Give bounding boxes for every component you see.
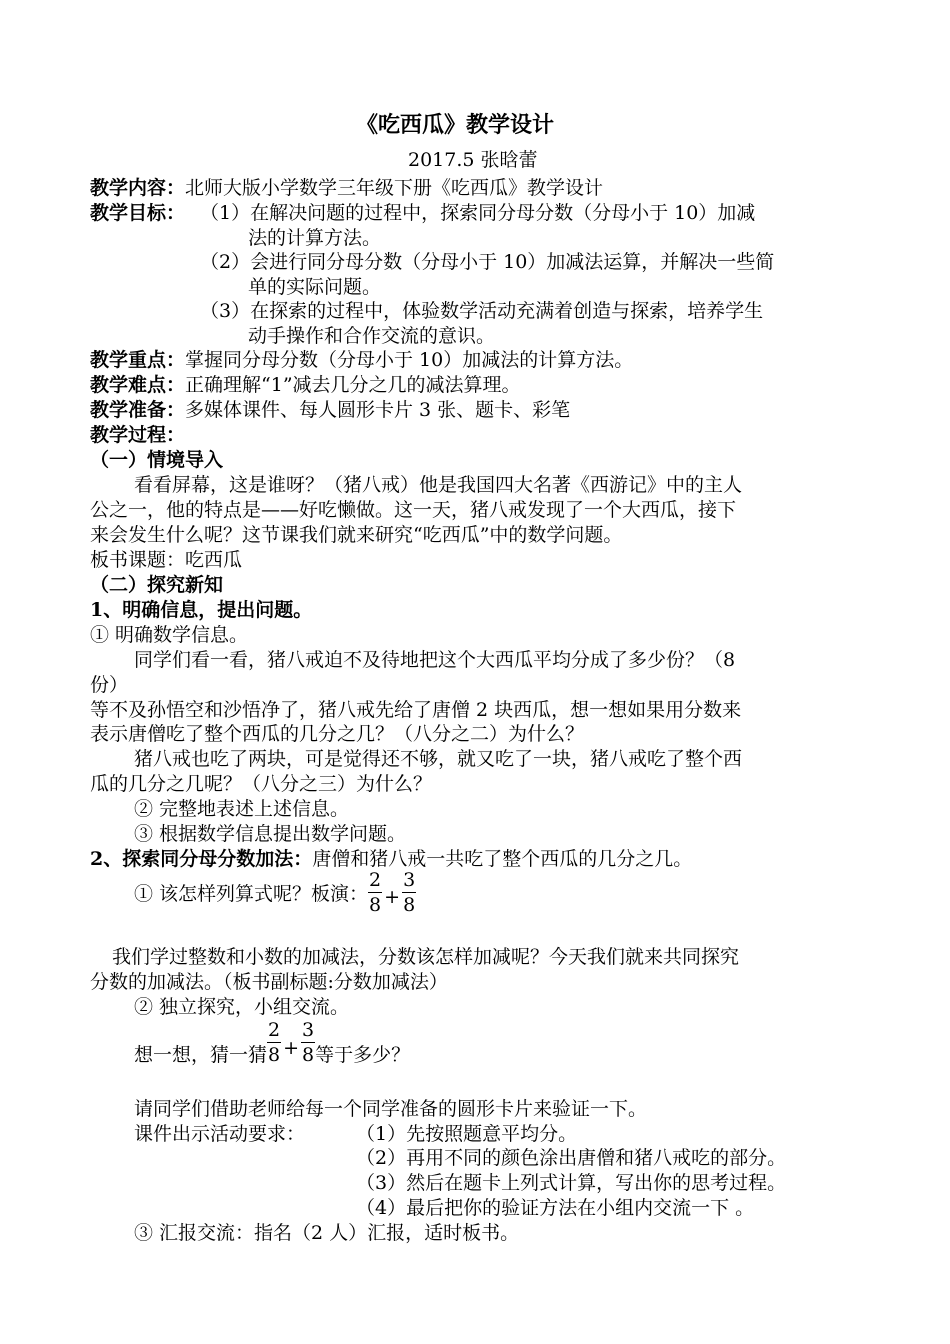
- objectives-label: 教学目标：: [90, 202, 186, 224]
- equation-row-1: [134, 868, 416, 917]
- plus-sign: +: [384, 885, 401, 908]
- question-1: ① 该怎样列算式呢？板演：: [134, 883, 369, 905]
- section2-step3: ③ 根据数学信息提出数学问题。: [134, 823, 407, 845]
- objective-2-line2: 单的实际问题。: [248, 276, 382, 298]
- content-text: 北师大版小学数学三年级下册《吃西瓜》教学设计: [185, 177, 604, 199]
- section1-heading: （一）情境导入: [90, 449, 224, 471]
- key-point-label: 教学重点：: [90, 349, 186, 371]
- document-title: 《吃西瓜》教学设计: [356, 112, 555, 138]
- think-pre: 想一想，猜一猜: [134, 1044, 268, 1066]
- fraction-denominator: 8: [403, 894, 416, 916]
- requirements-label: 课件出示活动要求：: [134, 1123, 306, 1145]
- section2-p2-line1: 等不及孙悟空和沙悟净了，猪八戒先给了唐僧 2 块西瓜，想一想如果用分数来: [90, 699, 742, 721]
- objective-3-line2: 动手操作和合作交流的意识。: [248, 325, 496, 347]
- requirement-1: （1）先按照题意平均分。: [356, 1123, 578, 1145]
- difficulty-row: [90, 373, 521, 398]
- section2-step1: ① 明确数学信息。: [90, 624, 249, 646]
- section1-para-line2: 公之一，他的特点是——好吃懒做。这一天，猪八戒发现了一个大西瓜，接下: [90, 499, 737, 521]
- requirement-2: （2）再用不同的颜色涂出唐僧和猪八戒吃的部分。: [356, 1147, 787, 1169]
- fraction-2-8: [267, 1018, 281, 1067]
- section2-p1-line2: 份）: [90, 674, 129, 696]
- section2-sub1: 1、明确信息，提出问题。: [90, 599, 313, 621]
- section2-heading: （二）探究新知: [90, 574, 224, 596]
- preparation-label: 教学准备：: [90, 399, 186, 421]
- byline: 2017.5 张晗蕾: [408, 149, 538, 171]
- section2-step2: ② 完整地表述上述信息。: [134, 798, 350, 820]
- section1-board: 板书课题：吃西瓜: [90, 549, 243, 571]
- difficulty-text: 正确理解“1”减去几分之几的减法算理。: [185, 374, 521, 396]
- objective-2-line1: （2）会进行同分母分数（分母小于 10）加减法运算，并解决一些简: [200, 251, 775, 273]
- process-label: 教学过程：: [90, 424, 186, 446]
- fraction-numerator: 3: [403, 869, 416, 891]
- preparation-text: 多媒体课件、每人圆形卡片 3 张、题卡、彩笔: [185, 399, 571, 421]
- section2-p4-line1: 我们学过整数和小数的加减法，分数该怎样加减呢？今天我们就来共同探究: [112, 946, 740, 968]
- think-post: 等于多少？: [315, 1044, 411, 1066]
- content-label: 教学内容：: [90, 177, 186, 199]
- requirement-3: （3）然后在题卡上列式计算，写出你的思考过程。: [356, 1172, 787, 1194]
- fraction-denominator: 8: [302, 1044, 315, 1066]
- key-point-row: [90, 348, 633, 373]
- section2-sub2-label: 2、探索同分母分数加法：: [90, 848, 313, 870]
- section2-p1-line1: 同学们看一看，猪八戒迫不及待地把这个大西瓜平均分成了多少份？（8: [134, 649, 736, 671]
- preparation-row: [90, 398, 570, 423]
- key-point-text: 掌握同分母分数（分母小于 10）加减法的计算方法。: [185, 349, 634, 371]
- fraction-numerator: 2: [268, 1019, 281, 1041]
- plus-sign: +: [283, 1036, 300, 1059]
- objective-3-line1: （3）在探索的过程中，体验数学活动充满着创造与探索，培养学生: [200, 300, 764, 322]
- question-2: ② 独立探究，小组交流。: [134, 996, 350, 1018]
- section2-p5: 请同学们借助老师给每一个同学准备的圆形卡片来验证一下。: [134, 1098, 648, 1120]
- section2-p2-line2: 表示唐僧吃了整个西瓜的几分之几？（八分之二）为什么？: [90, 723, 585, 745]
- objective-1-line1: （1）在解决问题的过程中，探索同分母分数（分母小于 10）加减: [200, 202, 756, 224]
- equation-row-2: [134, 1018, 410, 1067]
- fraction-numerator: 2: [369, 869, 382, 891]
- fraction-numerator: 3: [302, 1019, 315, 1041]
- difficulty-label: 教学难点：: [90, 374, 186, 396]
- question-3: ③ 汇报交流：指名（2 人）汇报，适时板书。: [134, 1222, 520, 1244]
- content-row: [90, 176, 603, 201]
- section2-sub2-text: 唐僧和猪八戒一共吃了整个西瓜的几分之几。: [312, 848, 693, 870]
- section2-p3-line1: 猪八戒也吃了两块，可是觉得还不够，就又吃了一块，猪八戒吃了整个西: [134, 748, 743, 770]
- section1-para-line3: 来会发生什么呢？这节课我们就来研究“吃西瓜”中的数学问题。: [90, 524, 623, 546]
- objective-1-line2: 法的计算方法。: [248, 227, 382, 249]
- fraction-3-8: [402, 868, 416, 917]
- section1-para-line1: 看看屏幕，这是谁呀？（猪八戒）他是我国四大名著《西游记》中的主人: [134, 474, 743, 496]
- requirement-4: （4）最后把你的验证方法在小组内交流一下 。: [356, 1197, 755, 1219]
- section2-p3-line2: 瓜的几分之几呢？（八分之三）为什么？: [90, 773, 433, 795]
- fraction-denominator: 8: [369, 894, 382, 916]
- fraction-3-8: [301, 1018, 315, 1067]
- fraction-2-8: [368, 868, 382, 917]
- fraction-denominator: 8: [268, 1044, 281, 1066]
- section2-p4-line2: 分数的加减法。（板书副标题:分数加减法）: [90, 971, 448, 993]
